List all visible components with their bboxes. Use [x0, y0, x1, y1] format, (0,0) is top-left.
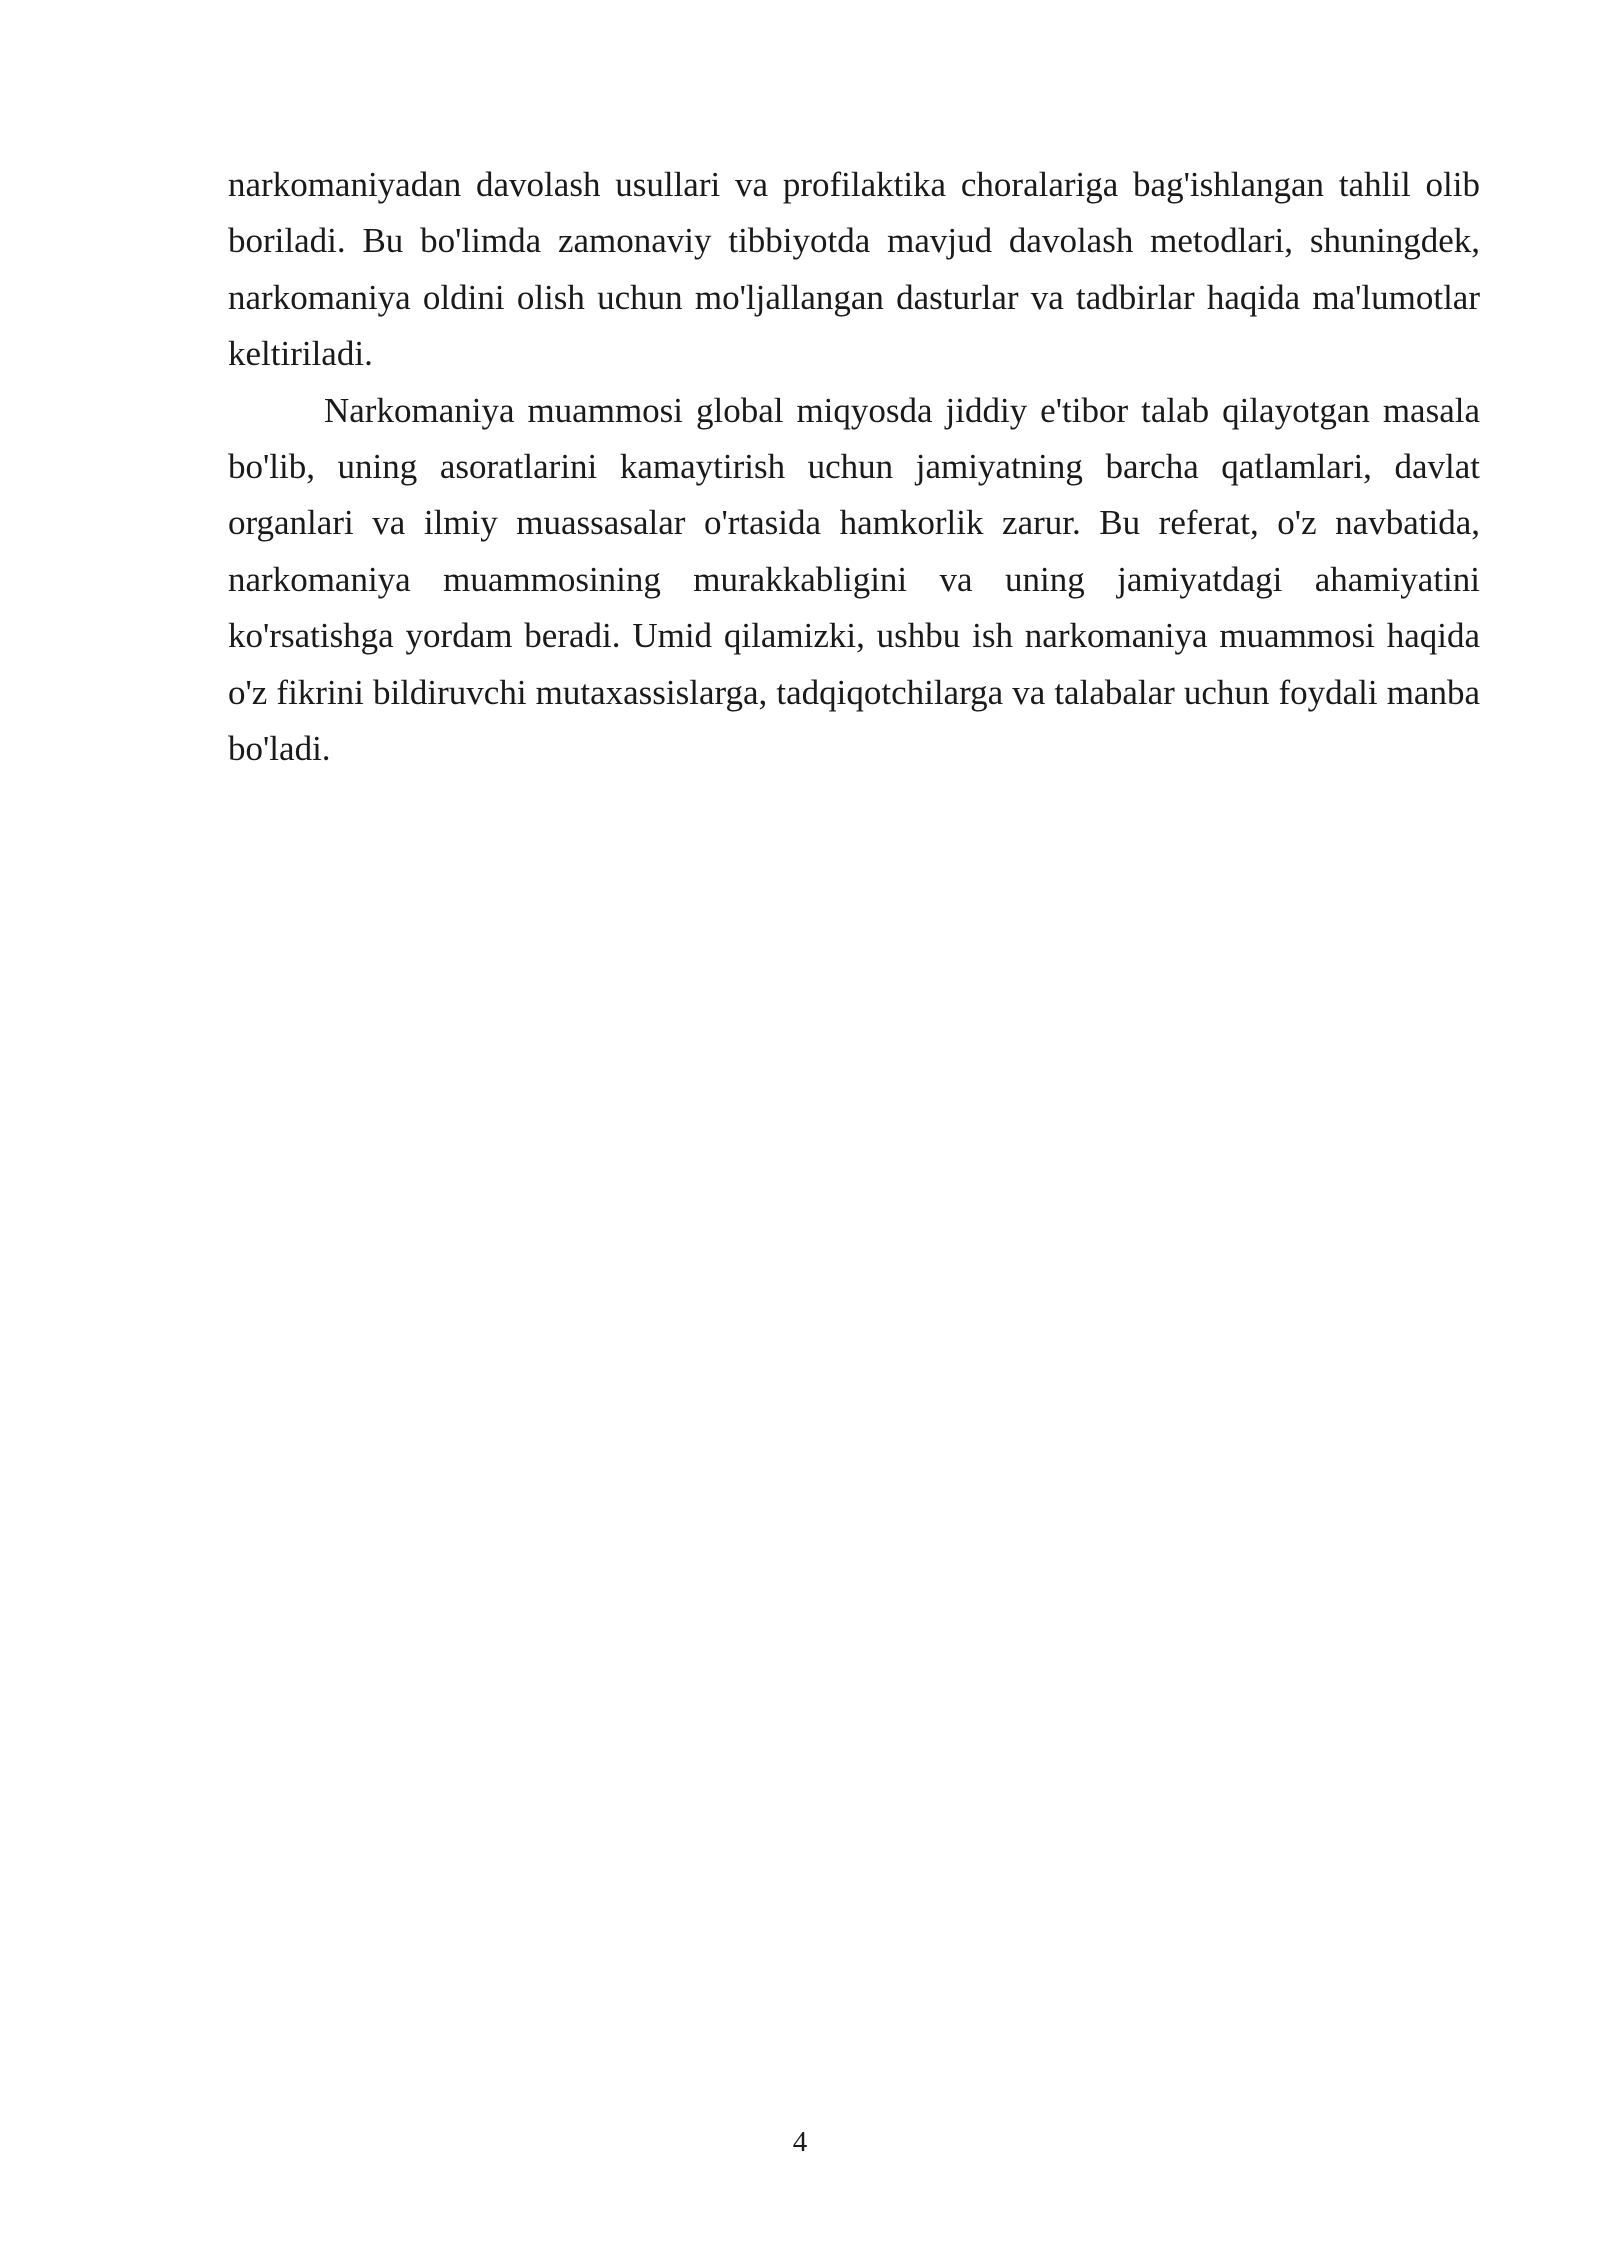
paragraph-conclusion: Narkomaniya muammosi global miqyosda jiddiy e'tibor talab qilayotgan masala bo'lib, uning asoratlarini kamaytirish uchun jamiyatning barcha qatlamlari, davlat organlari va ilmiy muassasalar o'rtasida hamkorlik zarur. Bu referat, o'z navbatida, narkomaniya muammosining murakkabligini va uning jamiyatdagi ahamiyatini ko'rsatishga yordam beradi. Umid qilamizki, ushbu ish narkomaniya muammosi haqida o'z fikrini bildiruvchi mutaxassislarga, tadqiqotchilarga va talabalar uchun foydali manba bo'ladi.: [228, 390, 1480, 769]
body-text: [228, 157, 1480, 777]
paragraph-continuation: narkomaniyadan davolash usullari va profilaktika choralariga bag'ishlangan tahlil olib boriladi. Bu bo'limda zamonaviy tibbiyotda mavjud davolash metodlari, shuningdek, narkomaniya oldini olish uchun mo'ljallangan dasturlar va tadbirlar haqida ma'lumotlar keltiriladi.: [228, 165, 1480, 374]
page-number: 4: [792, 2126, 808, 2158]
